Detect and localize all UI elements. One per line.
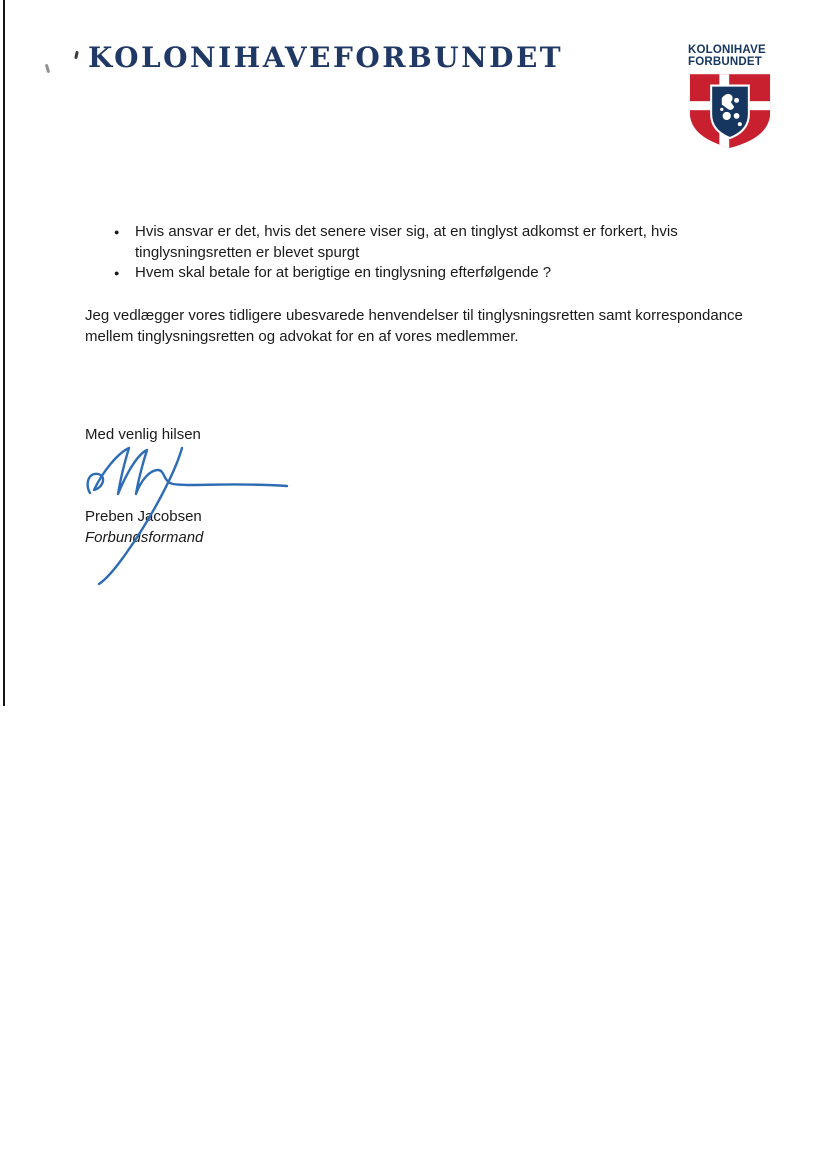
bullet-item: ● Hvis ansvar er det, hvis det senere viser sig, at en tinglyst adkomst er forkert, hvis tinglysningsretten er blevet spurgt (112, 222, 702, 263)
handwritten-signature (78, 441, 293, 589)
logo-wordmark-line2: FORBUNDET (688, 56, 762, 68)
bullet-item: ● Hvem skal betale for at berigtige en tinglysning efterfølgende ? (112, 263, 702, 284)
closing-salutation: Med venlig hilsen (85, 426, 201, 443)
logo-wordmark-line1: KOLONIHAVE (688, 44, 766, 56)
scan-edge-artifact (3, 0, 5, 706)
logo-wordmark (688, 44, 776, 68)
scan-mark (74, 51, 79, 59)
signature-name: Preben Jacobsen (85, 508, 202, 525)
logo-shield-icon (689, 73, 771, 149)
signature-title: Forbundsformand (85, 529, 204, 546)
org-logo (688, 44, 776, 149)
scan-mark (45, 64, 50, 73)
body-paragraph: Jeg vedlægger vores tidligere ubesvarede henvendelser til tinglysningsretten samt korrespondance mellem tinglysningsretten og advokat for en af vores medlemmer. (85, 307, 743, 345)
bullet-list (112, 222, 702, 284)
page-title: KOLONIHAVEFORBUNDET (88, 41, 564, 74)
